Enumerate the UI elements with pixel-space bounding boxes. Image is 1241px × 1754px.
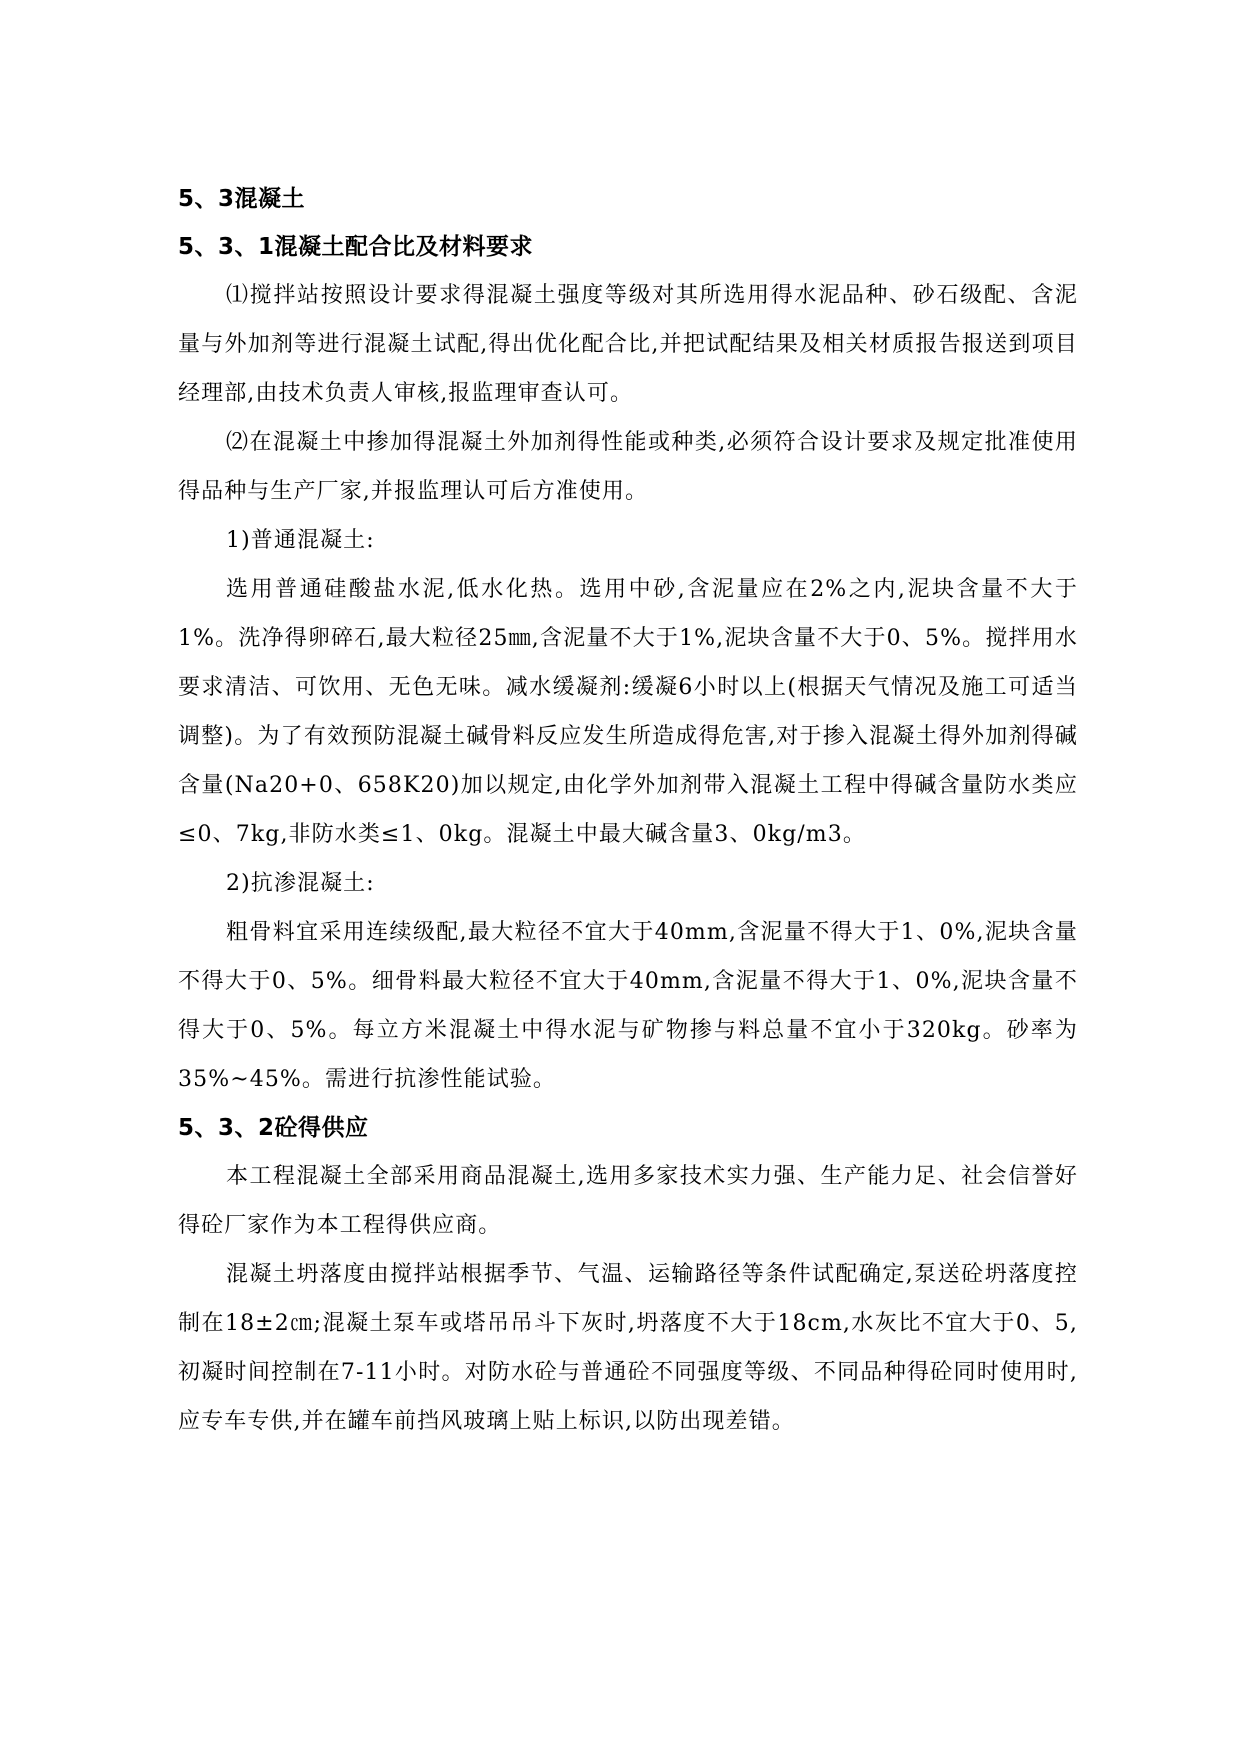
paragraph-ordinary-concrete: 选用普通硅酸盐水泥,低水化热。选用中砂,含泥量应在2%之内,泥块含量不大于1%。洗净得卵碎石,最大粒径25㎜,含泥量不大于1%,泥块含量不大于0、5%。搅拌用水要求清洁、可饮用、无色无味。减水缓凝剂:缓凝6小时以上(根据天气情况及施工可适当调整)。为了有效预防混凝土碱骨料反应发生所造成得危害,对于掺入混凝土得外加剂得碱含量(Na20+0、658K20)加以规定,由化学外加剂带入混凝土工程中得碱含量防水类应≤0、7kg,非防水类≤1、0kg。混凝土中最大碱含量3、0kg/m3。 [178, 577, 1078, 847]
subheading-ordinary-concrete: 1)普通混凝土: [226, 528, 375, 553]
paragraph-trial-mix: ⑴搅拌站按照设计要求得混凝土强度等级对其所选用得水泥品种、砂石级配、含泥量与外加剂等进行混凝土试配,得出优化配合比,并把试配结果及相关材质报告报送到项目经理部,由技术负责人审核,报监理审查认可。 [178, 283, 1078, 406]
section-heading-5-3: 5、3混凝土 [178, 186, 306, 212]
paragraph-slump-control: 混凝土坍落度由搅拌站根据季节、气温、运输路径等条件试配确定,泵送砼坍落度控制在18±2㎝;混凝土泵车或塔吊吊斗下灰时,坍落度不大于18cm,水灰比不宜大于0、5,初凝时间控制在7-11小时。对防水砼与普通砼不同强度等级、不同品种得砼同时使用时,应专车专供,并在罐车前挡风玻璃上贴上标识,以防出现差错。 [178, 1262, 1078, 1434]
paragraph-admixture: ⑵在混凝土中掺加得混凝土外加剂得性能或种类,必须符合设计要求及规定批准使用得品种与生产厂家,并报监理认可后方准使用。 [178, 430, 1078, 504]
paragraph-impermeable-concrete: 粗骨料宜采用连续级配,最大粒径不宜大于40mm,含泥量不得大于1、0%,泥块含量不得大于0、5%。细骨料最大粒径不宜大于40mm,含泥量不得大于1、0%,泥块含量不得大于0、5%。每立方米混凝土中得水泥与矿物掺与料总量不宜小于320kg。砂率为35%~45%。需进行抗渗性能试验。 [178, 920, 1078, 1092]
section-heading-5-3-2: 5、3、2砼得供应 [178, 1115, 369, 1141]
subheading-impermeable-concrete: 2)抗渗混凝土: [226, 871, 375, 896]
document-body [178, 175, 1078, 1446]
section-heading-5-3-1: 5、3、1混凝土配合比及材料要求 [178, 234, 534, 260]
paragraph-supplier: 本工程混凝土全部采用商品混凝土,选用多家技术实力强、生产能力足、社会信誉好得砼厂家作为本工程得供应商。 [178, 1164, 1078, 1238]
